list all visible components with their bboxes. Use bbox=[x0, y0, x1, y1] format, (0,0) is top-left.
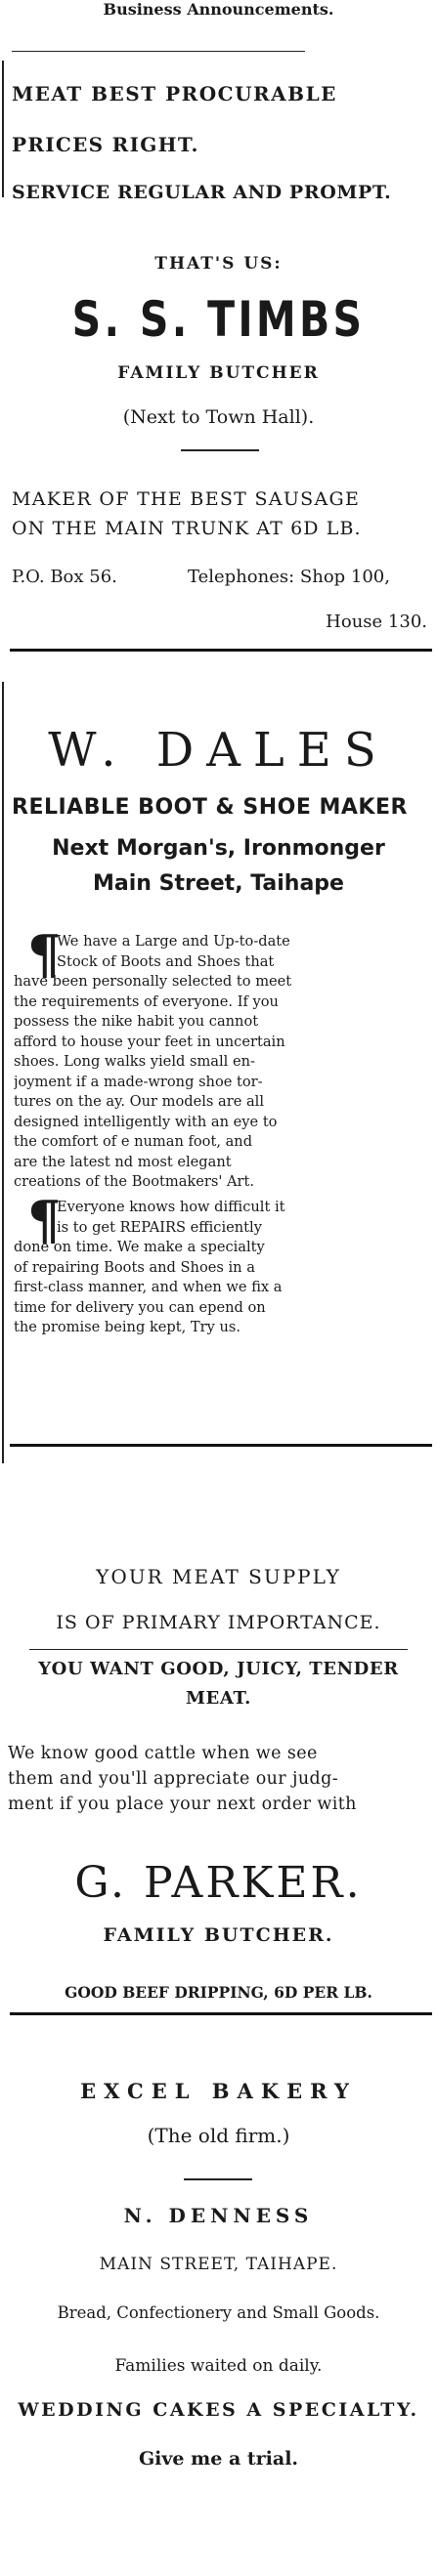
pilcrow-icon: ¶ bbox=[27, 923, 62, 986]
business-name: W. DALES bbox=[48, 723, 389, 778]
ad-line: THAT'S US: bbox=[154, 254, 283, 274]
business-name: EXCEL BAKERY bbox=[80, 2079, 357, 2103]
left-border-rule bbox=[2, 61, 4, 197]
proprietor-name: N. DENNESS bbox=[123, 2204, 314, 2227]
ad-line: IS OF PRIMARY IMPORTANCE. bbox=[56, 1612, 381, 1633]
paragraph-line: afford to house your feet in uncertain bbox=[14, 1033, 285, 1050]
address-line: MAIN STREET, TAIHAPE. bbox=[99, 2255, 338, 2274]
paragraph-line: time for delivery you can epend on bbox=[14, 1298, 266, 1316]
section-rule bbox=[10, 2012, 432, 2015]
business-name: G. PARKER. bbox=[74, 1858, 363, 1908]
paragraph-line: shoes. Long walks yield small en- bbox=[14, 1053, 255, 1070]
divider-rule bbox=[184, 2178, 252, 2180]
ad-line: WEDDING CAKES A SPECIALTY. bbox=[18, 2399, 419, 2421]
ad-line: Families waited on daily. bbox=[114, 2356, 323, 2376]
ad-line: MEAT BEST PROCURABLE bbox=[12, 82, 337, 106]
body-line: them and you'll appreciate our judg- bbox=[8, 1769, 339, 1789]
paragraph-line: designed intelligently with an eye to bbox=[14, 1113, 278, 1130]
top-rule bbox=[12, 51, 305, 52]
ad-line: Bread, Confectionery and Small Goods. bbox=[57, 2303, 380, 2322]
paragraph-1 bbox=[14, 932, 429, 1193]
business-name: S. S. TIMBS bbox=[71, 291, 366, 348]
section-rule bbox=[10, 649, 432, 652]
ad-line: PRICES RIGHT. bbox=[12, 133, 199, 156]
paragraph-line: is to get REPAIRS efficiently bbox=[57, 1218, 262, 1236]
location-label: (Next to Town Hall). bbox=[122, 406, 315, 428]
paragraph-line: possess the nike habit you cannot bbox=[14, 1013, 259, 1030]
pilcrow-icon: ¶ bbox=[27, 1189, 62, 1251]
paragraph-line: We have a Large and Up-to-date bbox=[57, 933, 290, 950]
section-header: Business Announcements. bbox=[103, 0, 334, 19]
body-line: We know good cattle when we see bbox=[8, 1744, 318, 1763]
paragraph-line: joyment if a made-wrong shoe tor- bbox=[14, 1073, 263, 1090]
paragraph-line: first-class manner, and when we fix a bbox=[14, 1279, 283, 1295]
left-border-rule bbox=[2, 682, 4, 1463]
ad-line: Give me a trial. bbox=[138, 2448, 299, 2470]
divider-rule bbox=[181, 449, 259, 451]
po-box: P.O. Box 56. bbox=[12, 567, 117, 587]
section-rule bbox=[10, 1444, 432, 1447]
paragraph-line: are the latest nd most elegant bbox=[14, 1153, 232, 1170]
paragraph-line: the promise being kept, Try us. bbox=[14, 1319, 241, 1335]
body-line: ment if you place your next order with bbox=[8, 1795, 357, 1814]
paragraph-line: the requirements of everyone. If you bbox=[14, 992, 279, 1010]
paragraph-line: Stock of Boots and Shoes that bbox=[57, 952, 275, 970]
ad-line: YOUR MEAT SUPPLY bbox=[96, 1565, 341, 1588]
paragraph-line: Everyone knows how difficult it bbox=[57, 1199, 285, 1215]
ad-body bbox=[8, 1741, 433, 1817]
paragraph-line: tures on the ay. Our models are all bbox=[14, 1093, 265, 1110]
paragraph-line: of repairing Boots and Shoes in a bbox=[14, 1258, 255, 1276]
ad-line: GOOD BEEF DRIPPING, 6D PER LB. bbox=[65, 1983, 372, 2002]
paragraph-line: creations of the Bootmakers' Art. bbox=[14, 1173, 255, 1190]
address-line: Next Morgan's, Ironmonger bbox=[52, 836, 385, 861]
address-line: Main Street, Taihape bbox=[93, 871, 344, 896]
ad-line: MEAT. bbox=[186, 1688, 251, 1709]
trade-label: FAMILY BUTCHER bbox=[117, 363, 320, 383]
ad-line: MAKER OF THE BEST SAUSAGE bbox=[12, 488, 361, 510]
telephones: Telephones: Shop 100, bbox=[188, 567, 390, 587]
paragraph-2 bbox=[14, 1198, 429, 1338]
house-phone: House 130. bbox=[326, 612, 427, 632]
divider-rule bbox=[29, 1649, 408, 1650]
paragraph-line: done on time. We make a specialty bbox=[14, 1239, 265, 1255]
ad-line: SERVICE REGULAR AND PROMPT. bbox=[12, 182, 392, 203]
ad-line: ON THE MAIN TRUNK AT 6D LB. bbox=[12, 518, 362, 539]
paragraph-line: have been personally selected to meet bbox=[14, 973, 292, 990]
ad-line: YOU WANT GOOD, JUICY, TENDER bbox=[38, 1659, 399, 1679]
trade-label: RELIABLE BOOT & SHOE MAKER bbox=[12, 795, 408, 820]
paragraph-line: the comfort of e numan foot, and bbox=[14, 1133, 253, 1150]
subtitle: (The old firm.) bbox=[147, 2124, 290, 2147]
trade-label: FAMILY BUTCHER. bbox=[103, 1924, 334, 1946]
